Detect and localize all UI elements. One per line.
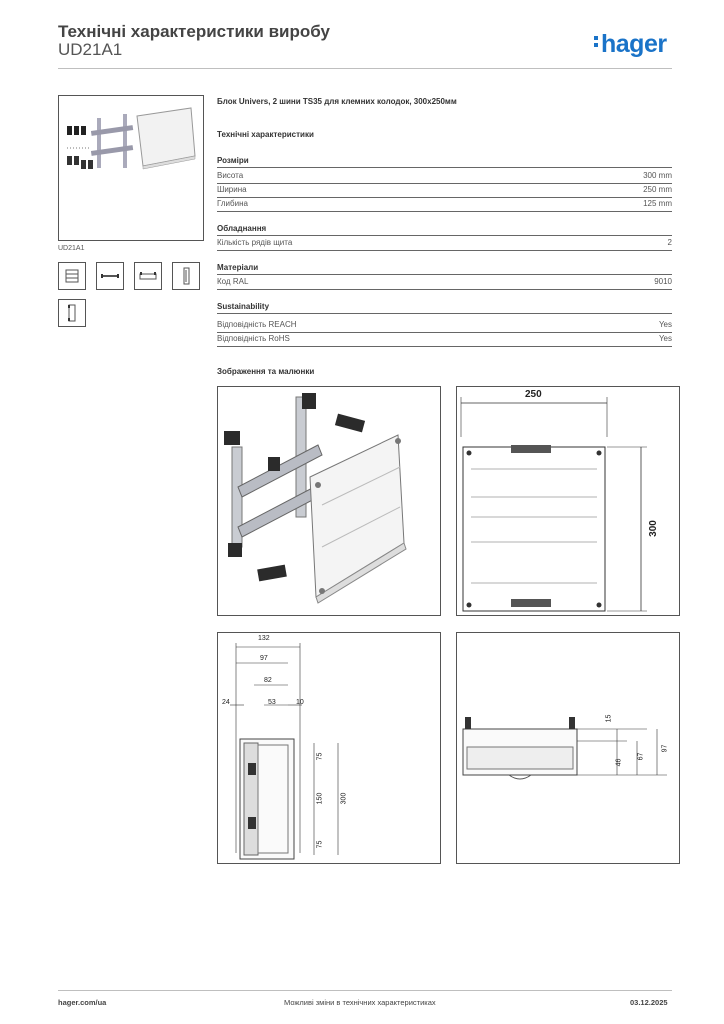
exploded-view-drawing[interactable] <box>217 386 441 616</box>
product-code: UD21A1 <box>58 40 123 59</box>
dim-67: 67 <box>637 752 645 761</box>
hager-logo: hager <box>594 30 667 59</box>
spec-row: Код RAL 9010 <box>217 275 672 290</box>
side-dimension-icon <box>218 633 440 863</box>
dim-46: 46 <box>615 758 623 767</box>
top-view-drawing[interactable] <box>456 632 680 864</box>
dim-width-label: 250 <box>525 389 542 400</box>
product-description: Блок Univers, 2 шини TS35 для клемних колодок, 300x250мм <box>217 97 457 106</box>
dim-height-label: 300 <box>647 520 659 537</box>
side-profile-thumb-icon <box>59 300 85 326</box>
product-main-image[interactable] <box>58 95 204 241</box>
page-title: Технічні характеристики виробу <box>58 22 330 41</box>
dim-97: 97 <box>260 655 268 662</box>
exploded-assembly-icon <box>218 387 440 615</box>
dim-82: 82 <box>264 677 272 684</box>
header-divider <box>58 68 672 69</box>
spec-row: Відповідність REACH Yes <box>217 318 672 333</box>
dim-97-depth: 97 <box>661 744 669 753</box>
side-view-drawing[interactable] <box>217 632 441 864</box>
dim-150: 150 <box>316 792 324 805</box>
thumb-3[interactable] <box>134 262 162 290</box>
frame-thumb-icon <box>59 263 85 289</box>
thumb-2[interactable] <box>96 262 124 290</box>
thumb-5[interactable] <box>58 299 86 327</box>
top-view-thumb-icon <box>135 263 161 289</box>
thumb-label: UD21A1 <box>58 245 85 252</box>
spec-row: Ширина 250 mm <box>217 183 672 198</box>
spec-row: Висота 300 mm <box>217 169 672 184</box>
section-title-sustainability: Sustainability <box>217 302 672 314</box>
product-kit-icon <box>59 96 203 240</box>
footer-date: 03.12.2025 <box>630 998 668 1007</box>
images-heading: Зображення та малюнки <box>217 367 315 376</box>
spec-row: Відповідність RoHS Yes <box>217 332 672 347</box>
thumb-1[interactable] <box>58 262 86 290</box>
logo-dots-icon <box>594 36 600 50</box>
thumb-4[interactable] <box>172 262 200 290</box>
rail-thumb-icon <box>97 263 123 289</box>
dim-10: 10 <box>296 699 304 706</box>
front-view-drawing[interactable] <box>456 386 680 616</box>
dim-132: 132 <box>258 635 270 642</box>
dim-15: 15 <box>605 714 613 723</box>
dim-24: 24 <box>222 699 230 706</box>
section-title-equipment: Обладнання <box>217 224 672 236</box>
dim-75-top: 75 <box>316 752 324 761</box>
spec-row: Кількість рядів щита 2 <box>217 236 672 251</box>
footer-note: Можливі зміни в технічних характеристиках <box>284 998 436 1007</box>
section-title-dimensions: Розміри <box>217 156 672 168</box>
side-view-thumb-icon <box>173 263 199 289</box>
dim-300: 300 <box>340 792 348 805</box>
footer-site-link[interactable]: hager.com/ua <box>58 998 107 1007</box>
front-dimension-icon <box>457 387 679 615</box>
spec-row: Глибина 125 mm <box>217 197 672 212</box>
specs-heading: Технічні характеристики <box>217 130 314 139</box>
footer-divider <box>58 990 672 991</box>
section-title-materials: Матеріали <box>217 263 672 275</box>
dim-75-bottom: 75 <box>316 840 324 849</box>
depth-dimension-icon <box>457 633 679 863</box>
dim-53: 53 <box>268 699 276 706</box>
